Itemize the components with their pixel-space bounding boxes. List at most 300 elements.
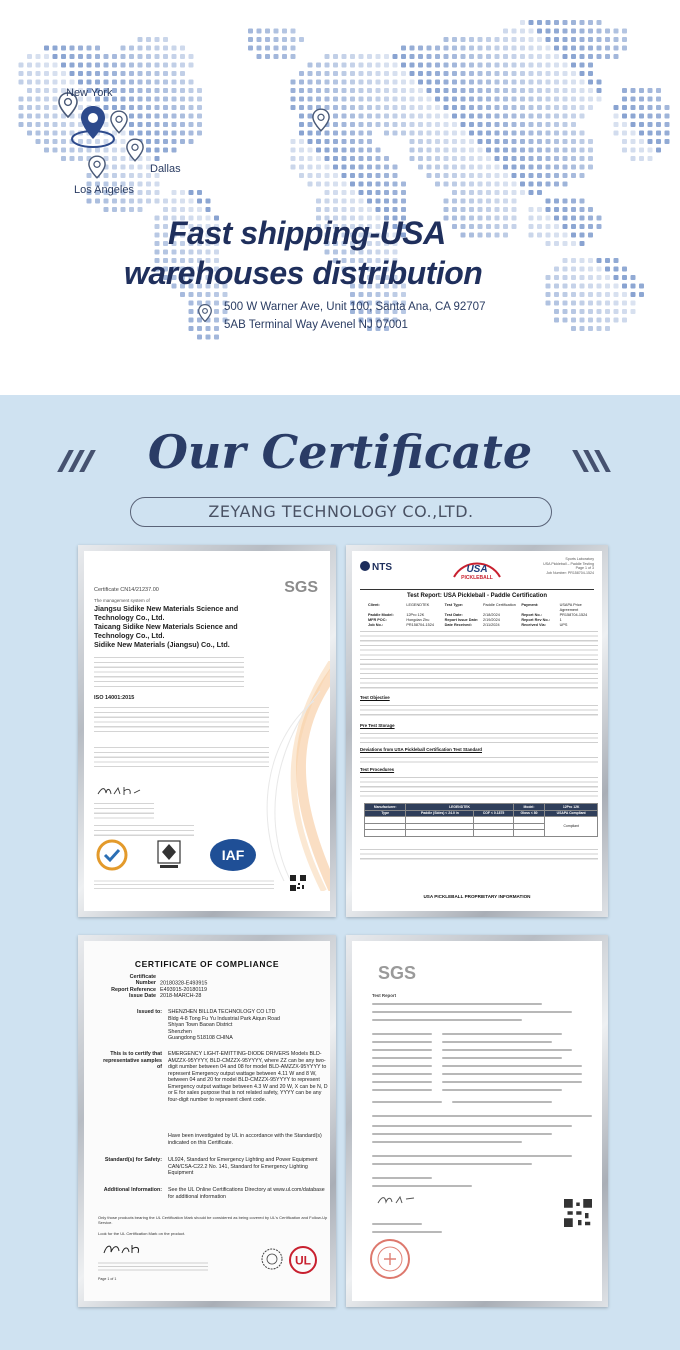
map-dot bbox=[444, 122, 449, 127]
map-dot bbox=[410, 122, 415, 127]
map-dot bbox=[656, 88, 661, 93]
map-dot bbox=[197, 97, 202, 102]
map-dot bbox=[350, 165, 355, 170]
qr-code-icon bbox=[564, 1199, 592, 1227]
map-dot bbox=[512, 190, 517, 195]
map-dot bbox=[44, 80, 49, 85]
map-dot bbox=[503, 182, 508, 187]
map-dot bbox=[418, 165, 423, 170]
map-dot bbox=[656, 122, 661, 127]
map-dot bbox=[563, 309, 568, 314]
map-dot bbox=[359, 156, 364, 161]
blurred-text-line bbox=[372, 1065, 432, 1067]
map-dot bbox=[546, 54, 551, 59]
map-dot bbox=[61, 148, 66, 153]
map-dot bbox=[27, 54, 32, 59]
map-dot bbox=[410, 80, 415, 85]
pickleball-badge-text: PICKLEBALL bbox=[461, 575, 493, 581]
map-dot bbox=[401, 122, 406, 127]
map-dot bbox=[189, 114, 194, 119]
map-dot bbox=[138, 105, 143, 110]
map-dot bbox=[342, 148, 347, 153]
map-dot bbox=[648, 97, 653, 102]
map-dot bbox=[138, 190, 143, 195]
map-dot bbox=[121, 173, 126, 178]
map-dot bbox=[359, 54, 364, 59]
map-dot bbox=[486, 80, 491, 85]
map-dot bbox=[384, 199, 389, 204]
map-dot bbox=[571, 63, 576, 68]
map-dot bbox=[588, 216, 593, 221]
map-dot bbox=[563, 105, 568, 110]
map-dot bbox=[274, 37, 279, 42]
map-dot bbox=[146, 182, 151, 187]
map-dot bbox=[478, 46, 483, 51]
map-dot bbox=[580, 88, 585, 93]
map-dot bbox=[461, 148, 466, 153]
map-dot bbox=[53, 88, 58, 93]
map-dot bbox=[469, 182, 474, 187]
map-dot bbox=[410, 139, 415, 144]
map-dot bbox=[571, 165, 576, 170]
address-santa-ana: 500 W Warner Ave, Unit 100, Santa Ana, CA 92707 bbox=[224, 301, 486, 313]
map-dot bbox=[546, 63, 551, 68]
map-dot bbox=[537, 165, 542, 170]
map-dot bbox=[520, 139, 525, 144]
certificate-number: Certificate CN14/21237.00 bbox=[94, 587, 159, 593]
map-dot bbox=[512, 97, 517, 102]
map-dot bbox=[503, 122, 508, 127]
map-dot bbox=[316, 139, 321, 144]
map-dot bbox=[36, 97, 41, 102]
map-dot bbox=[665, 105, 670, 110]
map-dot bbox=[580, 114, 585, 119]
map-dot bbox=[27, 71, 32, 76]
map-dot bbox=[367, 114, 372, 119]
map-dot bbox=[580, 71, 585, 76]
map-dot bbox=[61, 46, 66, 51]
map-dot bbox=[155, 122, 160, 127]
map-dot bbox=[367, 131, 372, 136]
map-dot bbox=[563, 37, 568, 42]
map-dot bbox=[469, 97, 474, 102]
map-dot bbox=[614, 275, 619, 280]
certify-block bbox=[100, 1051, 330, 1103]
map-dot bbox=[189, 122, 194, 127]
map-dot bbox=[367, 80, 372, 85]
map-dot bbox=[563, 267, 568, 272]
map-dot bbox=[495, 46, 500, 51]
map-dot bbox=[189, 131, 194, 136]
map-dot bbox=[87, 63, 92, 68]
map-dot bbox=[444, 173, 449, 178]
map-dot bbox=[614, 29, 619, 34]
map-dot bbox=[350, 71, 355, 76]
map-dot bbox=[189, 318, 194, 323]
company-line: Jiangsu Sidike New Materials Science and bbox=[94, 604, 239, 613]
certificate-sgs-test-report[interactable] bbox=[346, 935, 608, 1307]
map-dot bbox=[401, 71, 406, 76]
map-dot bbox=[155, 182, 160, 187]
map-dot bbox=[257, 37, 262, 42]
map-dot bbox=[180, 190, 185, 195]
map-dot bbox=[546, 97, 551, 102]
map-dot bbox=[308, 156, 313, 161]
map-dot bbox=[597, 258, 602, 263]
map-dot bbox=[614, 309, 619, 314]
map-dot bbox=[452, 80, 457, 85]
map-dot bbox=[512, 63, 517, 68]
headline-line-1: Fast shipping-USA bbox=[168, 215, 446, 251]
world-map-dots bbox=[0, 0, 680, 395]
map-dot bbox=[563, 165, 568, 170]
map-dot bbox=[257, 46, 262, 51]
map-dot bbox=[189, 54, 194, 59]
map-dot bbox=[19, 97, 24, 102]
field-key: Date Received: bbox=[444, 623, 472, 627]
map-dot bbox=[656, 97, 661, 102]
blurred-text-line bbox=[372, 1057, 432, 1059]
map-dot bbox=[393, 165, 398, 170]
map-dot bbox=[104, 63, 109, 68]
map-dot bbox=[461, 54, 466, 59]
map-dot bbox=[435, 139, 440, 144]
map-dot bbox=[384, 156, 389, 161]
map-dot bbox=[418, 139, 423, 144]
map-dot bbox=[622, 292, 627, 297]
map-dot bbox=[486, 105, 491, 110]
map-dot bbox=[435, 122, 440, 127]
map-dot bbox=[571, 326, 576, 331]
map-dot bbox=[512, 114, 517, 119]
map-dot bbox=[571, 139, 576, 144]
map-dot bbox=[384, 80, 389, 85]
map-dot bbox=[36, 131, 41, 136]
map-dot bbox=[639, 284, 644, 289]
map-dot bbox=[648, 139, 653, 144]
map-dot bbox=[444, 80, 449, 85]
map-dot bbox=[588, 207, 593, 212]
map-dot bbox=[350, 156, 355, 161]
map-dot bbox=[410, 97, 415, 102]
map-dot bbox=[597, 326, 602, 331]
map-dot bbox=[529, 29, 534, 34]
map-dot bbox=[95, 63, 100, 68]
map-dot bbox=[333, 71, 338, 76]
map-dot bbox=[197, 207, 202, 212]
map-dot bbox=[665, 139, 670, 144]
map-dot bbox=[393, 88, 398, 93]
map-dot bbox=[444, 156, 449, 161]
meta-row bbox=[108, 993, 207, 999]
map-dot bbox=[622, 105, 627, 110]
map-dot bbox=[427, 139, 432, 144]
map-dot bbox=[427, 148, 432, 153]
certificate-title: CERTIFICATE OF COMPLIANCE bbox=[134, 959, 280, 969]
certificate-ul-compliance[interactable] bbox=[78, 935, 336, 1307]
location-pin-icon bbox=[110, 110, 128, 134]
map-dot bbox=[478, 105, 483, 110]
map-dot bbox=[333, 165, 338, 170]
meta-row bbox=[108, 974, 207, 987]
map-dot bbox=[580, 54, 585, 59]
map-dot bbox=[308, 63, 313, 68]
map-dot bbox=[605, 318, 610, 323]
system-text: The management system of bbox=[94, 598, 150, 603]
map-dot bbox=[325, 63, 330, 68]
map-dot bbox=[614, 131, 619, 136]
field-key: MFR POC: bbox=[368, 618, 387, 622]
map-dot bbox=[588, 97, 593, 102]
map-dot bbox=[95, 199, 100, 204]
map-dot bbox=[342, 80, 347, 85]
map-dot bbox=[172, 139, 177, 144]
map-dot bbox=[350, 207, 355, 212]
certificate-sgs-iso[interactable] bbox=[78, 545, 336, 917]
map-dot bbox=[478, 207, 483, 212]
map-dot bbox=[36, 80, 41, 85]
iaf-badge-text: IAF bbox=[221, 847, 245, 863]
map-dot bbox=[444, 114, 449, 119]
meta-value: 20180328-E493915 bbox=[160, 980, 208, 987]
map-dot bbox=[384, 131, 389, 136]
field-value: UPS bbox=[559, 623, 568, 627]
map-dot bbox=[197, 105, 202, 110]
map-dot bbox=[121, 139, 126, 144]
map-dot bbox=[172, 54, 177, 59]
map-dot bbox=[410, 46, 415, 51]
map-dot bbox=[257, 54, 262, 59]
map-dot bbox=[138, 182, 143, 187]
map-dot bbox=[44, 88, 49, 93]
map-dot bbox=[333, 173, 338, 178]
map-dot bbox=[393, 199, 398, 204]
company-line: Technology Co., Ltd. bbox=[94, 631, 165, 640]
map-dot bbox=[163, 199, 168, 204]
map-dot bbox=[121, 80, 126, 85]
map-dot bbox=[588, 284, 593, 289]
map-dot bbox=[580, 37, 585, 42]
map-dot bbox=[197, 114, 202, 119]
map-dot bbox=[138, 97, 143, 102]
section-heading: Test Procedures bbox=[360, 767, 395, 772]
table-cell: USAPA Compliant bbox=[545, 810, 598, 817]
map-dot bbox=[554, 63, 559, 68]
map-dot bbox=[529, 37, 534, 42]
map-dot bbox=[401, 105, 406, 110]
signature-icon bbox=[102, 1241, 142, 1257]
map-dot bbox=[631, 292, 636, 297]
map-dot bbox=[223, 292, 228, 297]
map-dot bbox=[486, 173, 491, 178]
map-dot bbox=[401, 199, 406, 204]
map-dot bbox=[461, 88, 466, 93]
sgs-address-text bbox=[94, 823, 194, 837]
map-dot bbox=[316, 148, 321, 153]
map-dot bbox=[512, 37, 517, 42]
map-dot bbox=[563, 275, 568, 280]
map-dot bbox=[299, 122, 304, 127]
map-dot bbox=[546, 173, 551, 178]
map-dot bbox=[248, 29, 253, 34]
map-dot bbox=[503, 207, 508, 212]
map-dot bbox=[172, 71, 177, 76]
map-dot bbox=[520, 71, 525, 76]
map-dot bbox=[580, 29, 585, 34]
map-dot bbox=[350, 80, 355, 85]
map-dot bbox=[563, 301, 568, 306]
map-dot bbox=[129, 46, 134, 51]
map-dot bbox=[478, 148, 483, 153]
map-dot bbox=[36, 54, 41, 59]
map-dot bbox=[520, 37, 525, 42]
map-dot bbox=[537, 63, 542, 68]
map-dot bbox=[376, 54, 381, 59]
map-dot bbox=[427, 122, 432, 127]
map-dot bbox=[350, 88, 355, 93]
section-text bbox=[360, 755, 598, 763]
map-dot bbox=[308, 71, 313, 76]
map-dot bbox=[308, 97, 313, 102]
map-dot bbox=[367, 182, 372, 187]
map-dot bbox=[342, 114, 347, 119]
map-dot bbox=[274, 29, 279, 34]
map-dot bbox=[571, 318, 576, 323]
map-dot bbox=[53, 148, 58, 153]
map-dot bbox=[418, 71, 423, 76]
map-dot bbox=[512, 207, 517, 212]
map-dot bbox=[554, 29, 559, 34]
map-dot bbox=[546, 199, 551, 204]
map-dot bbox=[180, 131, 185, 136]
map-dot bbox=[503, 88, 508, 93]
map-dot bbox=[36, 88, 41, 93]
map-dot bbox=[554, 207, 559, 212]
map-dot bbox=[503, 139, 508, 144]
map-dot bbox=[537, 71, 542, 76]
map-dot bbox=[597, 97, 602, 102]
map-dot bbox=[342, 173, 347, 178]
map-dot bbox=[588, 80, 593, 85]
map-dot bbox=[359, 114, 364, 119]
map-dot bbox=[580, 292, 585, 297]
map-dot bbox=[580, 318, 585, 323]
map-dot bbox=[597, 267, 602, 272]
map-dot bbox=[155, 224, 160, 229]
map-dot bbox=[554, 88, 559, 93]
map-dot bbox=[486, 190, 491, 195]
map-dot bbox=[87, 199, 92, 204]
map-dot bbox=[410, 88, 415, 93]
map-dot bbox=[427, 46, 432, 51]
map-dot bbox=[376, 71, 381, 76]
section-text bbox=[360, 731, 598, 743]
map-dot bbox=[546, 29, 551, 34]
map-dot bbox=[265, 29, 270, 34]
map-dot bbox=[444, 71, 449, 76]
map-dot bbox=[546, 131, 551, 136]
map-dot bbox=[393, 207, 398, 212]
map-dot bbox=[571, 199, 576, 204]
map-dot bbox=[180, 46, 185, 51]
map-dot bbox=[376, 105, 381, 110]
map-dot bbox=[631, 131, 636, 136]
map-dot bbox=[605, 284, 610, 289]
map-dot bbox=[299, 156, 304, 161]
blurred-text-line bbox=[372, 1125, 572, 1127]
signature-icon bbox=[96, 785, 142, 797]
field-key: Client: bbox=[368, 603, 380, 607]
map-dot bbox=[427, 156, 432, 161]
map-dot bbox=[571, 46, 576, 51]
map-dot bbox=[163, 97, 168, 102]
map-dot bbox=[580, 148, 585, 153]
map-dot bbox=[376, 173, 381, 178]
map-dot bbox=[44, 148, 49, 153]
field-key: Test Date: bbox=[444, 613, 463, 617]
map-dot bbox=[461, 131, 466, 136]
issued-to-block bbox=[100, 1009, 330, 1042]
map-dot bbox=[614, 54, 619, 59]
map-dot bbox=[393, 71, 398, 76]
map-dot bbox=[61, 80, 66, 85]
map-dot bbox=[359, 105, 364, 110]
map-dot bbox=[435, 148, 440, 153]
map-dot bbox=[486, 131, 491, 136]
map-dot bbox=[435, 88, 440, 93]
blurred-text-line bbox=[372, 1155, 572, 1157]
field-value: 2/18/2024 bbox=[482, 613, 500, 617]
map-dot bbox=[214, 292, 219, 297]
map-dot bbox=[580, 80, 585, 85]
map-dot bbox=[435, 173, 440, 178]
map-dot bbox=[469, 190, 474, 195]
map-dot bbox=[656, 105, 661, 110]
map-dot bbox=[495, 190, 500, 195]
map-dot bbox=[648, 122, 653, 127]
map-dot bbox=[282, 46, 287, 51]
map-dot bbox=[452, 71, 457, 76]
map-dot bbox=[308, 139, 313, 144]
map-dot bbox=[478, 122, 483, 127]
map-dot bbox=[461, 63, 466, 68]
map-dot bbox=[155, 148, 160, 153]
map-dot bbox=[189, 292, 194, 297]
map-dot bbox=[588, 148, 593, 153]
map-dot bbox=[359, 63, 364, 68]
map-dot bbox=[512, 148, 517, 153]
map-dot bbox=[461, 139, 466, 144]
map-dot bbox=[401, 63, 406, 68]
map-dot bbox=[146, 46, 151, 51]
map-dot bbox=[299, 114, 304, 119]
map-dot bbox=[342, 182, 347, 187]
field-value: 2/11/2024 bbox=[482, 623, 500, 627]
map-dot bbox=[639, 122, 644, 127]
map-dot bbox=[452, 63, 457, 68]
map-dot bbox=[172, 114, 177, 119]
map-dot bbox=[427, 54, 432, 59]
map-dot bbox=[529, 156, 534, 161]
certificate-nts-pickleball[interactable] bbox=[346, 545, 608, 917]
map-dot bbox=[367, 165, 372, 170]
map-dot bbox=[435, 131, 440, 136]
map-dot bbox=[495, 114, 500, 119]
map-dot bbox=[478, 54, 483, 59]
map-dot bbox=[384, 207, 389, 212]
map-dot bbox=[325, 148, 330, 153]
scope-text bbox=[94, 705, 269, 735]
